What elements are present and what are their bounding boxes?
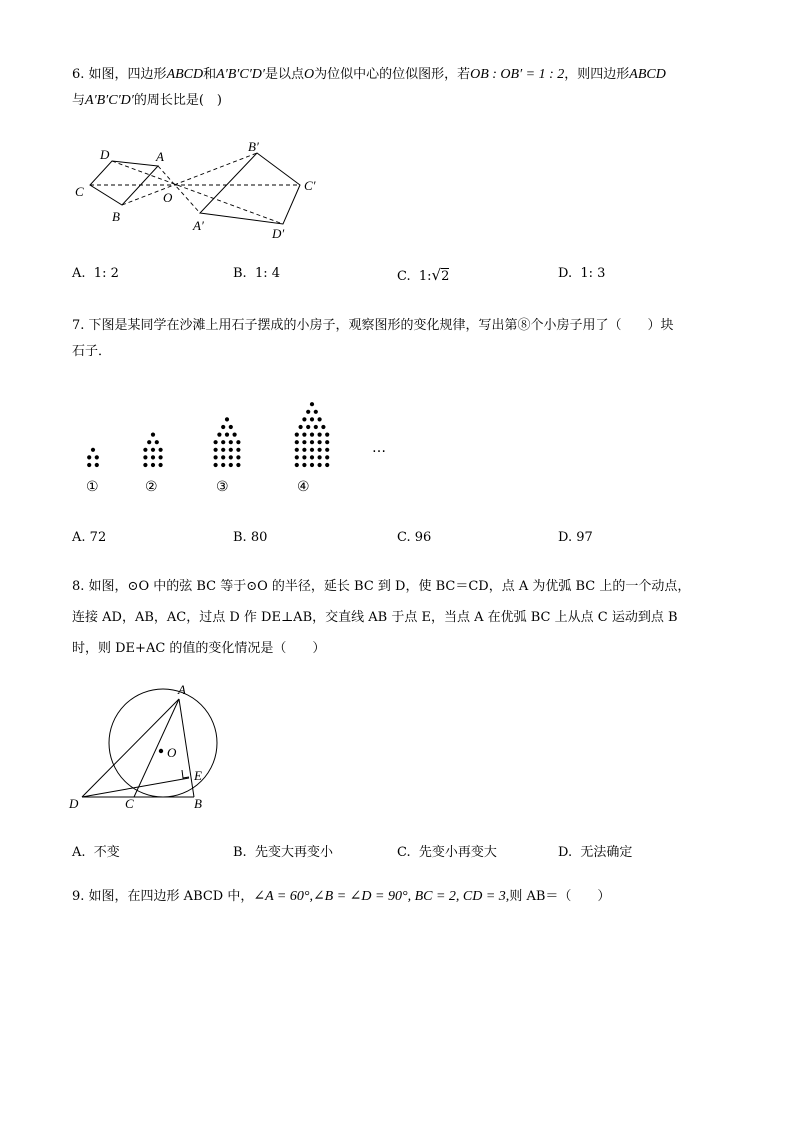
stone-dot [143, 463, 147, 467]
stone-dot [325, 448, 329, 452]
q6-math-4: OB : OB′ = 1 : 2 [470, 67, 565, 82]
q7-option-c[interactable]: C. 96 [397, 530, 432, 545]
stone-dot [302, 440, 306, 444]
stone-dot [306, 425, 310, 429]
stone-dot [236, 448, 240, 452]
stone-dot [214, 455, 218, 459]
stone-dot [221, 455, 225, 459]
house-label-3: ③ [216, 479, 229, 495]
label-e: E [194, 768, 202, 783]
stone-dot [310, 433, 314, 437]
stone-dot [318, 448, 322, 452]
q8-number: 8. [72, 579, 85, 594]
q8-option-b[interactable]: B. 先变大再变小 [233, 845, 333, 860]
stone-dot [229, 440, 233, 444]
q8-line-1: 如图，⊙O 中的弦 BC 等于⊙O 的半径，延长 BC 到 D，使 BC＝CD，点 A 为优弧 BC 上的一个动点， [88, 579, 691, 594]
stone-dot [325, 455, 329, 459]
stone-dot [217, 433, 221, 437]
center-dot [159, 749, 163, 753]
house-label-2: ② [145, 479, 158, 495]
stone-dot [310, 455, 314, 459]
ellipsis: … [372, 440, 386, 456]
q6-text-7: 的周长比是( ) [133, 93, 222, 108]
stone-dot [295, 448, 299, 452]
stone-dot [151, 455, 155, 459]
q6-number: 6. [72, 67, 85, 82]
stone-dot [302, 448, 306, 452]
question-9-text [72, 884, 732, 910]
stone-dot [325, 463, 329, 467]
q8-option-d[interactable]: D. 无法确定 [558, 845, 633, 860]
right-angle-mark [182, 770, 189, 778]
q6-option-d[interactable]: D. 1: 3 [558, 266, 606, 281]
stone-dot [143, 455, 147, 459]
stone-dot [229, 425, 233, 429]
stone-dot [214, 463, 218, 467]
stone-dot [295, 440, 299, 444]
label-c: C [125, 796, 134, 811]
label-a-prime: A′ [193, 218, 204, 233]
stone-dot [233, 433, 237, 437]
stone-dot [325, 440, 329, 444]
stone-dot [314, 410, 318, 414]
stone-dot [151, 433, 155, 437]
house-label-4: ④ [297, 479, 310, 495]
q9-math-1: ∠A = 60°,∠B = ∠D = 90°, BC = 2, CD = 3, [253, 889, 510, 904]
q7-option-d[interactable]: D. 97 [558, 530, 593, 545]
q6-text-1: 如图，四边形 [88, 67, 167, 82]
q6-option-a[interactable]: A. 1: 2 [72, 266, 119, 281]
question-7-text [72, 313, 732, 365]
stone-dot [295, 433, 299, 437]
label-b: B [194, 796, 202, 811]
q6-options [72, 266, 732, 286]
stone-dot [225, 433, 229, 437]
q6-math-5: ABCD [629, 67, 666, 82]
stone-dot [87, 463, 91, 467]
q6-option-c[interactable]: C. 1:√2 [397, 266, 450, 284]
stone-dot [310, 440, 314, 444]
stone-dot [236, 463, 240, 467]
stone-dot [310, 448, 314, 452]
stone-dot [151, 463, 155, 467]
q6-text-3: 是以点 [264, 67, 304, 82]
stone-dot [236, 440, 240, 444]
q7-line-2: 石子． [72, 344, 112, 359]
q6-option-b[interactable]: B. 1: 4 [233, 266, 281, 281]
stone-dot [221, 425, 225, 429]
q8-line-3: 时，则 DE+AC 的值的变化情况是（ ） [72, 641, 326, 656]
question-6-text [72, 62, 732, 114]
stone-dot [318, 440, 322, 444]
stone-dot [299, 425, 303, 429]
stone-houses [87, 402, 329, 467]
stone-dot [325, 433, 329, 437]
stone-dot [321, 425, 325, 429]
q6-text-4: 为位似中心的位似图形，若 [314, 67, 471, 82]
q7-options [72, 530, 732, 550]
q6-math-6: A′B′C′D′ [85, 93, 134, 108]
stone-dot [151, 448, 155, 452]
label-b-prime: B′ [248, 139, 259, 154]
stone-dot [302, 455, 306, 459]
stone-dot [91, 448, 95, 452]
label-d: D [100, 147, 110, 162]
q7-option-a[interactable]: A. 72 [72, 530, 107, 545]
q8-line-2: 连接 AD，AB，AC，过点 D 作 DE⊥AB，交直线 AB 于点 E，当点 A 在优弧 BC 上从点 C 运动到点 B [72, 610, 678, 625]
q7-line-1: 下图是某同学在沙滩上用石子摆成的小房子，观察图形的变化规律，写出第⑧个小房子用了（ ）块 [88, 318, 674, 333]
stone-dot [302, 463, 306, 467]
q6-text-6: 与 [72, 93, 86, 108]
question-8-text [72, 571, 732, 664]
stone-dot [318, 417, 322, 421]
stone-dot [214, 448, 218, 452]
stone-dot [236, 455, 240, 459]
label-d-prime: D′ [272, 226, 285, 241]
stone-dot [306, 410, 310, 414]
q6-text-5: ，则四边形 [564, 67, 630, 82]
quad-abcd-prime [200, 153, 300, 224]
label-c-prime: C′ [304, 178, 316, 193]
stone-dot [225, 417, 229, 421]
q6-math-2: A′B′C′D′ [216, 67, 265, 82]
label-b: B [112, 209, 120, 224]
stone-dot [155, 440, 159, 444]
stone-dot [229, 455, 233, 459]
dashed-d-d2 [112, 161, 283, 224]
stone-dot [302, 417, 306, 421]
sqrt-sign: √ [431, 266, 442, 284]
q6-math-3: O [303, 67, 315, 82]
stone-dot [147, 440, 151, 444]
label-a: A [156, 149, 164, 164]
sqrt-radicand: 2 [441, 269, 450, 284]
stone-dot [318, 455, 322, 459]
label-d: D [69, 796, 79, 811]
stone-dot [310, 463, 314, 467]
label-a: A [178, 682, 186, 697]
q8-figure [65, 680, 225, 815]
quad-abcd [90, 161, 158, 205]
q6-text-2: 和 [203, 67, 217, 82]
stone-dot [221, 440, 225, 444]
label-c: C [75, 184, 84, 199]
q8-option-a[interactable]: A. 不变 [72, 845, 120, 860]
stone-dot [310, 417, 314, 421]
stone-dot [159, 455, 163, 459]
label-o: O [167, 745, 177, 760]
house-label-1: ① [86, 479, 99, 495]
dashed-b-b2 [122, 153, 257, 205]
q7-figure [80, 395, 400, 500]
q9-text-2: 则 AB＝（ ） [509, 889, 611, 904]
q9-number: 9. [72, 889, 85, 904]
segment-ab [179, 699, 194, 797]
stone-dot [318, 463, 322, 467]
stone-dot [87, 455, 91, 459]
stone-dot [214, 440, 218, 444]
stone-dot [221, 448, 225, 452]
stone-dot [295, 455, 299, 459]
q6-figure [70, 135, 340, 243]
stone-dot [229, 448, 233, 452]
stone-dot [159, 463, 163, 467]
q8-options [72, 841, 732, 861]
stone-dot [159, 448, 163, 452]
stone-dot [229, 463, 233, 467]
label-o: O [163, 190, 173, 205]
q7-option-b[interactable]: B. 80 [233, 530, 268, 545]
q9-text-1: 如图，在四边形 ABCD 中， [88, 889, 254, 904]
stone-dot [318, 433, 322, 437]
stone-dot [143, 448, 147, 452]
stone-dot [295, 463, 299, 467]
stone-dot [95, 463, 99, 467]
q7-number: 7. [72, 318, 85, 333]
q8-option-c[interactable]: C. 先变小再变大 [397, 845, 497, 860]
stone-dot [221, 463, 225, 467]
q6-math-1: ABCD [166, 67, 204, 82]
stone-dot [314, 425, 318, 429]
stone-dot [310, 402, 314, 406]
stone-dot [95, 455, 99, 459]
stone-dot [302, 433, 306, 437]
